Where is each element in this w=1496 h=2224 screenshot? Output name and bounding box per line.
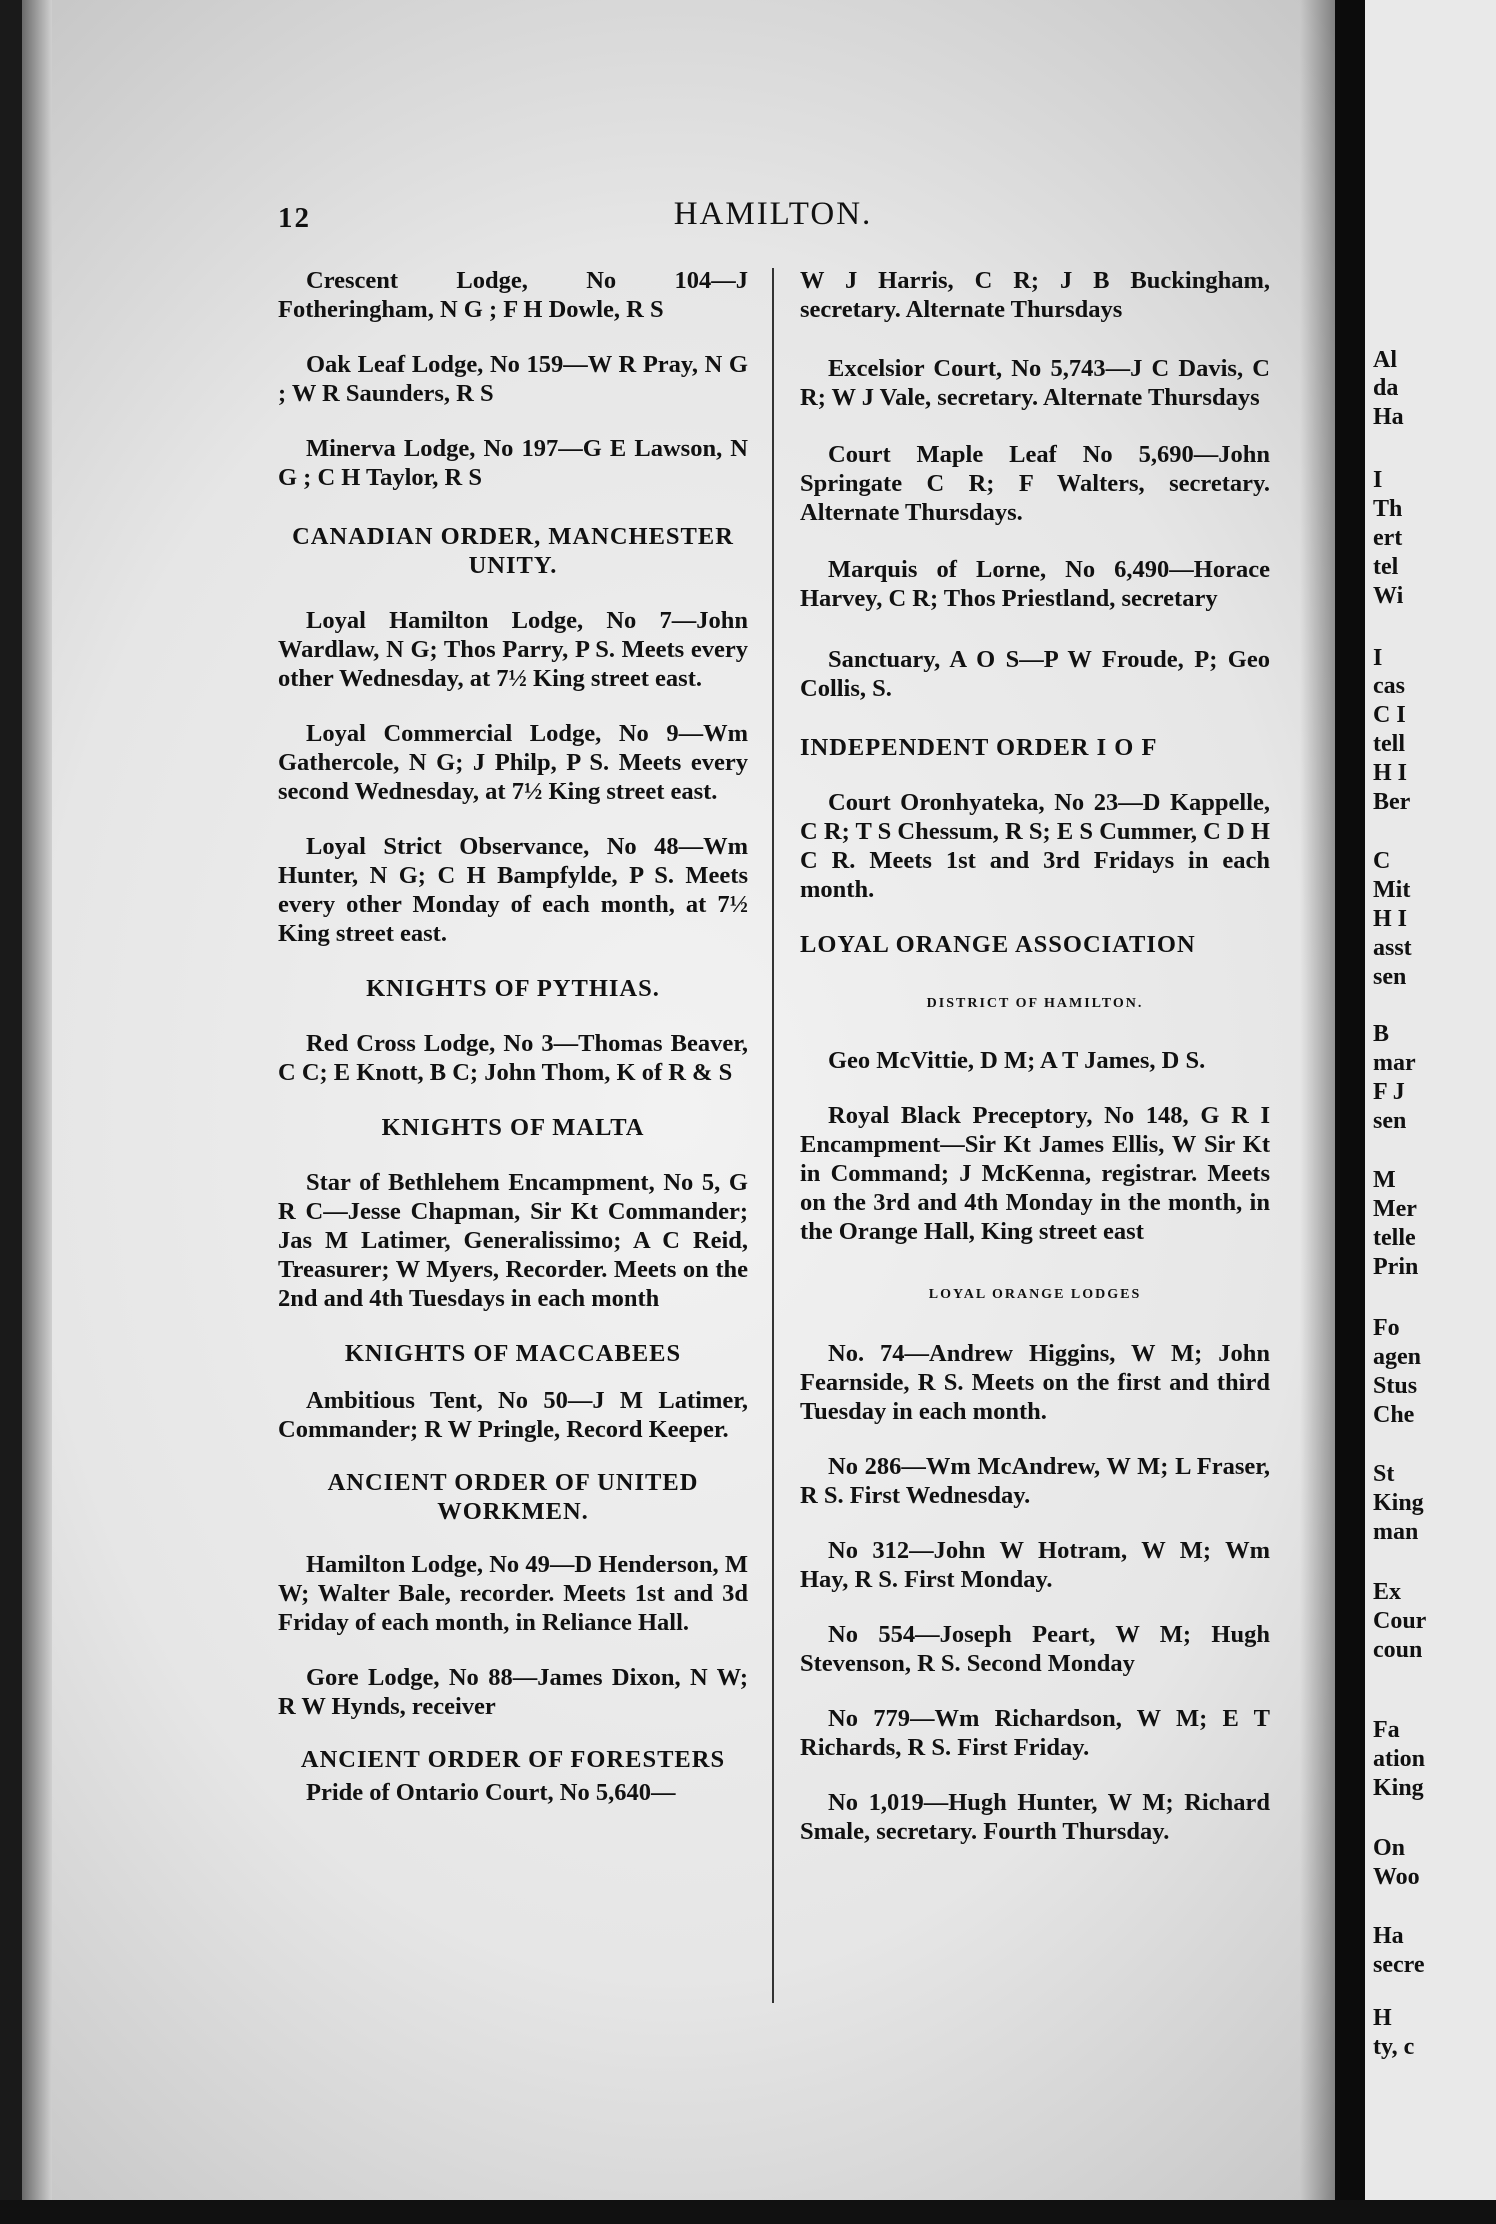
- next-page-fragment: Ha: [1373, 404, 1404, 430]
- next-page-fragment: M: [1373, 1167, 1396, 1193]
- directory-entry: Red Cross Lodge, No 3—Thomas Beaver, C C; E Knott, B C; John Thom, K of R & S: [278, 1030, 748, 1086]
- next-page-fragment: I: [1373, 467, 1383, 493]
- next-page-fragment: C I: [1373, 702, 1406, 728]
- next-page-fragment: King: [1373, 1775, 1424, 1801]
- next-page-fragment: coun: [1373, 1637, 1423, 1663]
- next-page-fragment: King: [1373, 1490, 1424, 1516]
- sub-heading: LOYAL ORANGE LODGES: [928, 1287, 1142, 1302]
- page-number: 12: [278, 202, 311, 234]
- next-page-fragment: Cour: [1373, 1608, 1427, 1634]
- next-page-fragment: secre: [1373, 1952, 1425, 1978]
- directory-entry: Marquis of Lorne, No 6,490—Horace Harvey, C R; Thos Priestland, secretary: [800, 556, 1270, 612]
- next-page-fragment: ation: [1373, 1746, 1426, 1772]
- directory-entry: No 1,019—Hugh Hunter, W M; Richard Smale, secretary. Fourth Thursday.: [800, 1789, 1270, 1845]
- next-page-fragment: St: [1373, 1461, 1395, 1487]
- next-page-fragment: da: [1373, 375, 1399, 401]
- next-page-fragment: C: [1373, 848, 1391, 874]
- directory-entry: Loyal Strict Observance, No 48—Wm Hunter, N G; C H Bampfylde, P S. Meets every other Monday of each month, at 7½ King street east.: [278, 833, 748, 947]
- running-head: HAMILTON.: [673, 196, 873, 232]
- next-page-fragment: tel: [1373, 554, 1399, 580]
- next-page-fragment: Fa: [1373, 1717, 1400, 1743]
- page-edge-left: [0, 0, 22, 2224]
- directory-entry: Excelsior Court, No 5,743—J C Davis, C R; W J Vale, secretary. Alternate Thursdays: [800, 355, 1270, 411]
- next-page-fragment: Che: [1373, 1402, 1415, 1428]
- section-heading: CANADIAN ORDER, MANCHESTER UNITY.: [292, 523, 734, 579]
- directory-entry: Pride of Ontario Court, No 5,640—: [306, 1779, 676, 1806]
- directory-entry: Oak Leaf Lodge, No 159—W R Pray, N G ; W R Saunders, R S: [278, 351, 748, 407]
- directory-entry: Court Oronhyateka, No 23—D Kappelle, C R; T S Chessum, R S; E S Cummer, C D H C R. Meets 1st and 3rd Fridays in each month.: [800, 789, 1270, 903]
- next-page-fragment: man: [1373, 1519, 1419, 1545]
- next-page-fragment: On: [1373, 1835, 1406, 1861]
- directory-entry: Loyal Commercial Lodge, No 9—Wm Gathercole, N G; J Philp, P S. Meets every second Wednesday, at 7½ King street east.: [278, 720, 748, 805]
- section-heading: KNIGHTS OF PYTHIAS.: [366, 975, 660, 1002]
- page-edge-shadow: [22, 0, 52, 2224]
- next-page-fragment: tell: [1373, 731, 1405, 757]
- directory-entry: No 554—Joseph Peart, W M; Hugh Stevenson, R S. Second Monday: [800, 1621, 1270, 1677]
- next-page-fragment: agen: [1373, 1344, 1421, 1370]
- gutter-shadow: [1300, 0, 1335, 2224]
- next-page-fragment: Th: [1373, 496, 1403, 522]
- column-rule: [772, 268, 774, 2003]
- directory-entry-continued: W J Harris, C R; J B Buckingham, secretary. Alternate Thursdays: [800, 267, 1270, 323]
- directory-entry: Loyal Hamilton Lodge, No 7—John Wardlaw, N G; Thos Parry, P S. Meets every other Wednesday, at 7½ King street east.: [278, 607, 748, 692]
- directory-entry: No. 74—Andrew Higgins, W M; John Fearnside, R S. Meets on the first and third Tuesday in each month.: [800, 1340, 1270, 1425]
- next-page-fragment: sen: [1373, 964, 1407, 990]
- next-page-edge: [1365, 0, 1496, 2224]
- directory-entry: Sanctuary, A O S—P W Froude, P; Geo Collis, S.: [800, 646, 1270, 702]
- section-heading: KNIGHTS OF MALTA: [381, 1114, 645, 1141]
- directory-entry: Court Maple Leaf No 5,690—John Springate C R; F Walters, secretary. Alternate Thursdays.: [800, 441, 1270, 526]
- next-page-fragment: ty, c: [1373, 2034, 1415, 2060]
- next-page-fragment: F J: [1373, 1079, 1405, 1105]
- next-page-fragment: H I: [1373, 906, 1408, 932]
- section-heading: ANCIENT ORDER OF UNITED WORKMEN.: [327, 1469, 699, 1525]
- left-column: [278, 266, 748, 1807]
- section-heading: KNIGHTS OF MACCABEES: [344, 1340, 682, 1367]
- section-heading: ANCIENT ORDER OF FORESTERS: [300, 1746, 726, 1773]
- next-page-fragment: ert: [1373, 525, 1403, 551]
- directory-entry: Royal Black Preceptory, No 148, G R I Encampment—Sir Kt James Ellis, W Sir Kt in Command; J McKenna, registrar. Meets on the 3rd and 4th Monday in the month, in the Orange Hall, King street east: [800, 1102, 1270, 1245]
- directory-entry: Hamilton Lodge, No 49—D Henderson, M W; Walter Bale, recorder. Meets 1st and 3d Friday of each month, in Reliance Hall.: [278, 1551, 748, 1636]
- next-page-fragment: Prin: [1373, 1254, 1419, 1280]
- next-page-fragment: Ex: [1373, 1579, 1402, 1605]
- next-page-fragment: sen: [1373, 1108, 1407, 1134]
- next-page-fragment: B: [1373, 1021, 1390, 1047]
- page-edge-bottom: [0, 2200, 1496, 2224]
- directory-entry: Geo McVittie, D M; A T James, D S.: [828, 1047, 1206, 1074]
- next-page-fragment: Woo: [1373, 1864, 1420, 1890]
- book-gutter: [1335, 0, 1365, 2224]
- right-column: [800, 266, 1270, 1846]
- directory-entry: No 286—Wm McAndrew, W M; L Fraser, R S. First Wednesday.: [800, 1453, 1270, 1509]
- directory-entry: Gore Lodge, No 88—James Dixon, N W; R W Hynds, receiver: [278, 1664, 748, 1720]
- next-page-fragment: Ber: [1373, 789, 1411, 815]
- next-page-fragment: H: [1373, 2005, 1392, 2031]
- directory-entry: No 312—John W Hotram, W M; Wm Hay, R S. First Monday.: [800, 1537, 1270, 1593]
- next-page-fragment: H I: [1373, 760, 1408, 786]
- directory-entry: Star of Bethlehem Encampment, No 5, G R C—Jesse Chapman, Sir Kt Commander; Jas M Latimer, Generalissimo; A C Reid, Treasurer; W Myers, Recorder. Meets on the 2nd and 4th Tuesdays in each month: [278, 1169, 748, 1312]
- next-page-fragment: I: [1373, 645, 1383, 671]
- directory-entry: Crescent Lodge, No 104—J Fotheringham, N G ; F H Dowle, R S: [278, 267, 748, 323]
- page-header: [278, 196, 1268, 246]
- section-heading: LOYAL ORANGE ASSOCIATION: [800, 931, 1196, 958]
- next-page-fragment: Mer: [1373, 1196, 1417, 1222]
- next-page-fragment: Mit: [1373, 877, 1411, 903]
- next-page-fragment: mar: [1373, 1050, 1416, 1076]
- next-page-fragment: Ha: [1373, 1923, 1404, 1949]
- next-page-fragment: Stus: [1373, 1373, 1418, 1399]
- next-page-fragment: telle: [1373, 1225, 1416, 1251]
- next-page-fragment: Al: [1373, 347, 1397, 373]
- next-page-fragment: Fo: [1373, 1315, 1400, 1341]
- next-page-fragment: cas: [1373, 673, 1405, 699]
- next-page-fragment: Wi: [1373, 583, 1404, 609]
- next-page-fragment: asst: [1373, 935, 1412, 961]
- directory-entry: No 779—Wm Richardson, W M; E T Richards, R S. First Friday.: [800, 1705, 1270, 1761]
- directory-entry: Ambitious Tent, No 50—J M Latimer, Commander; R W Pringle, Record Keeper.: [278, 1387, 748, 1443]
- directory-entry: Minerva Lodge, No 197—G E Lawson, N G ; C H Taylor, R S: [278, 435, 748, 491]
- sub-heading: DISTRICT OF HAMILTON.: [926, 996, 1144, 1011]
- section-heading: INDEPENDENT ORDER I O F: [800, 734, 1158, 761]
